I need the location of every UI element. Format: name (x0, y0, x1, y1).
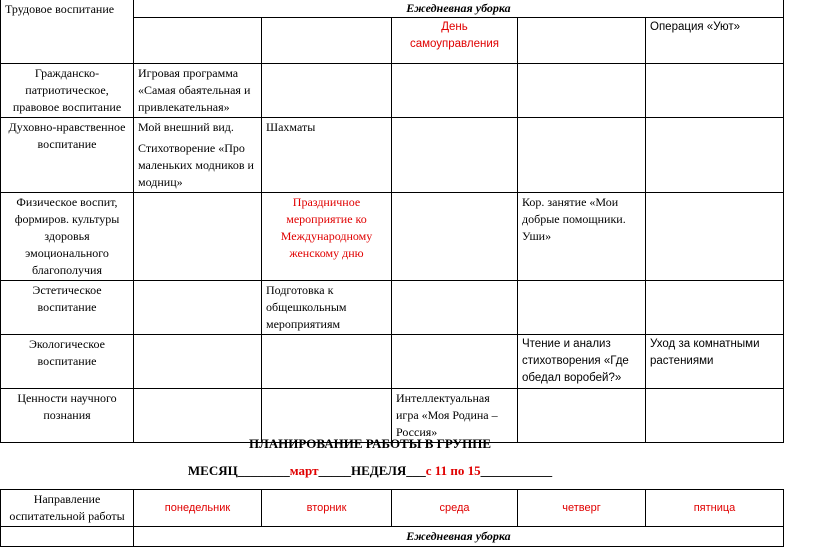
labor-education-cell (1, 0, 134, 64)
eco-wed-cell (392, 335, 518, 389)
civic-mon-cell (134, 64, 262, 118)
operation-cozy: Операция «Уют» (650, 21, 741, 33)
aesthetic-fri-cell (646, 281, 784, 335)
school-events-prep: Подготовка к общешкольным мероприятиям (266, 283, 347, 331)
poem-reading: Чтение и анализ стихотворения «Где обедал воробей?» (522, 338, 629, 384)
week-daily-cleaning: Ежедневная уборка (134, 527, 784, 547)
month-label: МЕСЯЦ (187, 463, 238, 478)
mon-labor-cell (134, 18, 262, 64)
motherland-quiz: Интеллектуальная игра «Моя Родина – Россия» (396, 391, 498, 439)
daily-cleaning-label: Ежедневная уборка (406, 1, 511, 15)
wed-labor-cell (392, 18, 518, 64)
direction-ecological-label: Экологическое воспитание (29, 337, 105, 368)
week-header-table (0, 489, 784, 547)
aesthetic-thu-cell (518, 281, 646, 335)
direction-physical (1, 193, 134, 281)
physical-wed-cell (392, 193, 518, 281)
spiritual-tue-cell (262, 118, 392, 193)
spiritual-wed-cell (392, 118, 518, 193)
direction-ecological (1, 335, 134, 389)
physical-thu-cell (518, 193, 646, 281)
plant-care: Уход за комнатными растениями (650, 338, 760, 367)
aesthetic-tue-cell (262, 281, 392, 335)
day-thursday: четверг (518, 490, 646, 527)
labor-education-label: Трудовое воспитание (5, 2, 115, 16)
spiritual-tue-activity: Шахматы (266, 120, 316, 134)
civic-tue-cell (262, 64, 392, 118)
physical-tue-cell (262, 193, 392, 281)
direction-aesthetic-label: Эстетическое воспитание (32, 283, 102, 314)
week-value: с 11 по 15 (425, 463, 481, 478)
aesthetic-mon-cell (134, 281, 262, 335)
week-blank-after: ___________ (480, 463, 553, 478)
womens-day-event: Праздничное мероприятие ко Международному женскому дню (280, 195, 373, 260)
eco-thu-cell (518, 335, 646, 389)
eco-fri-cell (646, 335, 784, 389)
day-friday: пятница (646, 490, 784, 527)
civic-wed-cell (392, 64, 518, 118)
month-blank-after: _____ (318, 463, 351, 478)
spiritual-mon-line1: Мой внешний вид. (138, 120, 234, 134)
day-tuesday: вторник (262, 490, 392, 527)
planning-title: ПЛАНИРОВАНИЕ РАБОТЫ В ГРУППЕ (249, 436, 491, 451)
physical-fri-cell (646, 193, 784, 281)
month-blank-before: ________ (237, 463, 290, 478)
civic-mon-activity: Игровая программа «Самая обаятельная и привлекательная» (138, 66, 251, 114)
month-week-line (0, 462, 740, 479)
fri-labor-cell (646, 18, 784, 64)
direction-spiritual-label: Духовно-нравственное воспитание (8, 120, 126, 151)
month-value: март (289, 463, 319, 478)
civic-fri-cell (646, 64, 784, 118)
day-wednesday: среда (392, 490, 518, 527)
daily-cleaning-cell (134, 0, 784, 18)
day-monday: понедельник (134, 490, 262, 527)
direction-civic (1, 64, 134, 118)
week-label: НЕДЕЛЯ (350, 463, 407, 478)
spiritual-thu-cell (518, 118, 646, 193)
eco-tue-cell (262, 335, 392, 389)
eco-mon-cell (134, 335, 262, 389)
direction-aesthetic (1, 281, 134, 335)
direction-science-label: Ценности научного познания (17, 391, 117, 422)
week-labor-cell (1, 527, 134, 547)
correction-lesson: Кор. занятие «Мои добрые помощники. Уши» (522, 195, 626, 243)
spiritual-fri-cell (646, 118, 784, 193)
direction-header-label: Направление оспитательной работы (9, 492, 125, 523)
spiritual-mon-cell (134, 118, 262, 193)
self-government-day: День самоуправления (409, 21, 500, 50)
direction-header (1, 490, 134, 527)
direction-civic-label: Гражданско-патриотическое, правовое воспитание (12, 66, 122, 114)
direction-physical-label: Физическое воспит, формиров. культуры здоровья эмоционального благополучия (14, 195, 120, 277)
thu-labor-cell (518, 18, 646, 64)
tue-labor-cell (262, 18, 392, 64)
civic-thu-cell (518, 64, 646, 118)
week-blank: ___ (406, 463, 426, 478)
aesthetic-wed-cell (392, 281, 518, 335)
spiritual-mon-line2: Стихотворение «Про маленьких модников и модниц» (138, 141, 254, 189)
direction-spiritual (1, 118, 134, 193)
physical-mon-cell (134, 193, 262, 281)
